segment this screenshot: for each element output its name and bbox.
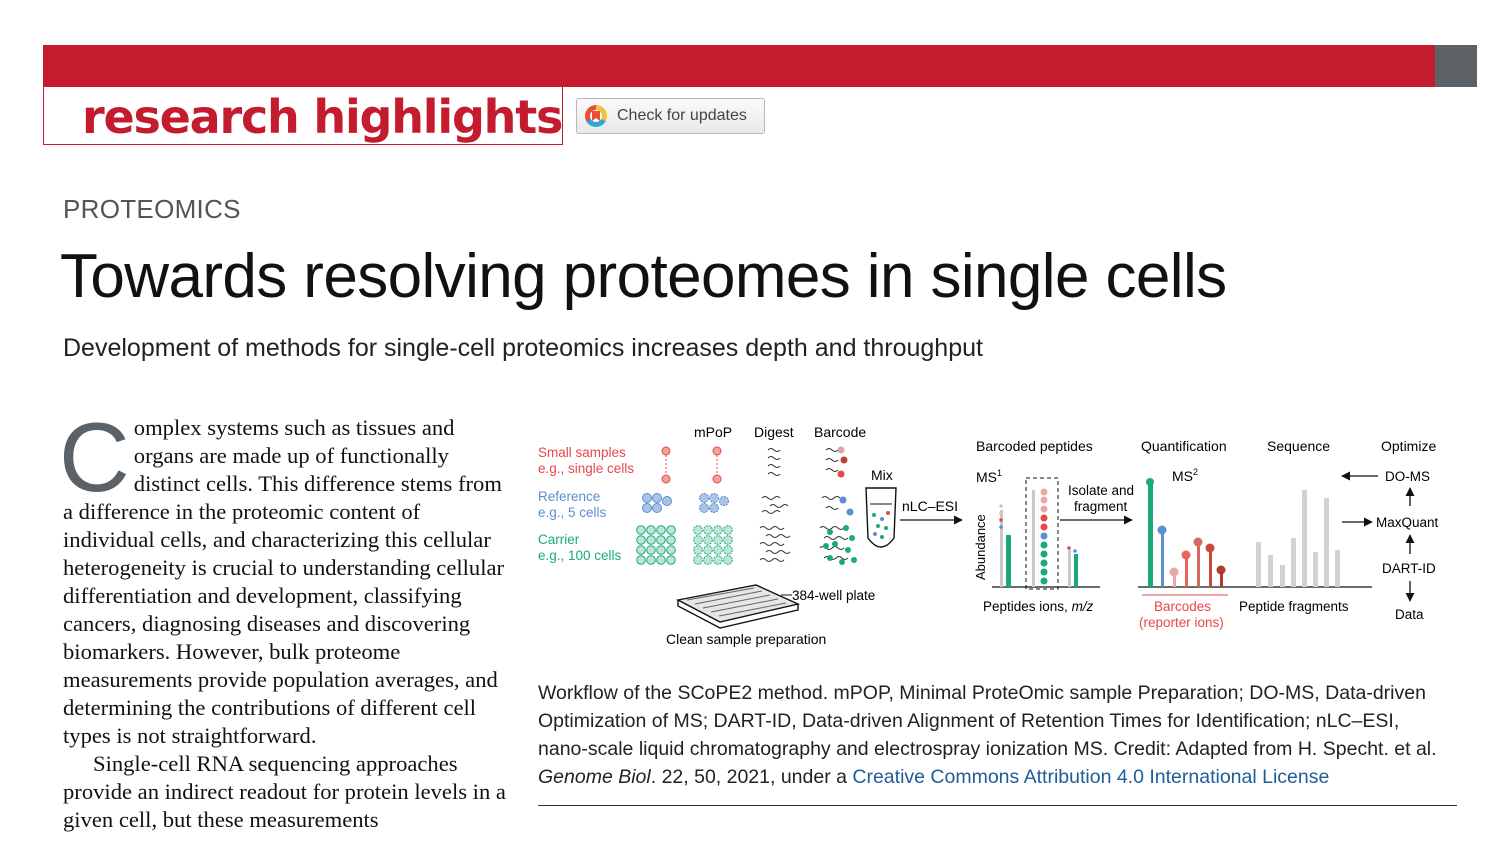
article-kicker: PROTEOMICS <box>63 194 241 224</box>
label-dart-id: DART-ID <box>1382 561 1436 576</box>
label-sequence: Sequence <box>1267 438 1331 454</box>
label-barcoded-peptides: Barcoded peptides <box>976 438 1093 454</box>
reference-barcodes <box>840 497 854 516</box>
small-sample-cells <box>662 447 721 483</box>
small-sample-peptides <box>768 449 838 476</box>
check-for-updates-label: Check for updates <box>617 107 747 124</box>
small-sample-barcodes <box>838 447 848 478</box>
carrier-barcodes <box>823 525 857 565</box>
article-body <box>59 402 513 834</box>
label-do-ms: DO-MS <box>1385 469 1430 484</box>
body-paragraph-2: Single-cell RNA sequencing approaches provide an indirect readout for protein levels in a given cell, but these measurements <box>63 751 506 832</box>
label-plate: 384-well plate <box>792 588 876 603</box>
header-grey-block <box>1435 45 1477 87</box>
label-ms2: $MS^2$ <box>1172 467 1199 484</box>
plate-icon <box>678 585 798 628</box>
workflow-figure <box>530 420 1460 655</box>
label-small-samples-eg: e.g., single cells <box>538 461 635 476</box>
label-ms1: $MS^1$ <box>976 468 1003 485</box>
label-barcode: Barcode <box>814 424 867 440</box>
label-carrier: Carrier <box>538 532 580 547</box>
label-reporter-ions: (reporter ions) <box>1139 615 1224 630</box>
body-paragraph-1 <box>59 402 513 750</box>
caption-text-2: . 22, 50, 2021, under a <box>650 766 853 788</box>
label-peptide-fragments: Peptide fragments <box>1239 599 1349 614</box>
caption-divider <box>538 805 1457 806</box>
label-optimize: Optimize <box>1381 438 1437 454</box>
article-subtitle: Development of methods for single-cell proteomics increases depth and throughput <box>63 334 983 362</box>
label-reference: Reference <box>538 489 601 504</box>
reporter-ion-peaks <box>1146 478 1226 587</box>
header-red-bar <box>43 45 1435 87</box>
label-mpop: mPoP <box>694 424 733 440</box>
label-maxquant: MaxQuant <box>1376 515 1439 530</box>
label-reference-eg: e.g., 5 cells <box>538 505 607 520</box>
label-small-samples: Small samples <box>538 445 626 460</box>
caption-journal: Genome Biol <box>538 766 651 788</box>
crossmark-icon <box>585 105 607 127</box>
peptide-fragment-peaks <box>1256 490 1340 587</box>
label-clean-sample-prep: Clean sample preparation <box>666 631 827 647</box>
carrier-cells <box>637 526 733 565</box>
caption-text-1: Workflow of the SCoPE2 method. mPOP, Minimal ProteOmic sample Preparation; DO-MS, Data-driven Optimization of MS; DART-ID, Data-driven Alignment of Retention Times for Identification; nLC–ESI, nano-scale liquid chromatography and electrospray ionization MS. Credit: Adapted from H. Specht. et al. <box>538 682 1437 760</box>
check-for-updates-button[interactable] <box>576 98 765 134</box>
label-isolate: Isolate and <box>1068 483 1135 498</box>
label-data: Data <box>1395 607 1424 622</box>
label-mix: Mix <box>871 467 893 483</box>
paragraph-1-text: omplex systems such as tissues and organs are made up of functionally distinct cells. This difference stems from a difference in the proteomic content of individual cells, and characterizing this cellular heterogeneity is crucial to understanding cellular differentiation and development, classifying cancers, diagnosing diseases and discovering biomarkers. However, bulk proteome measurements provide population averages, and determining the contributions of different cell types is not straightforward. <box>63 415 505 748</box>
label-nlc-esi: nLC–ESI <box>902 498 959 514</box>
reference-cells <box>643 494 729 513</box>
reference-peptides <box>762 497 840 514</box>
mix-tube-icon <box>866 488 896 547</box>
label-quantification: Quantification <box>1141 438 1227 454</box>
figure-caption <box>538 679 1453 791</box>
section-label: research highlights <box>82 90 563 144</box>
article-title: Towards resolving proteomes in single cells <box>60 242 1227 311</box>
license-link[interactable]: Creative Commons Attribution 4.0 International License <box>852 766 1330 788</box>
label-abundance: Abundance <box>973 514 988 580</box>
label-carrier-eg: e.g., 100 cells <box>538 548 622 563</box>
ms1-peaks <box>999 478 1078 589</box>
drop-cap: C <box>59 402 130 512</box>
label-digest: Digest <box>754 424 794 440</box>
label-barcodes: Barcodes <box>1154 599 1212 614</box>
label-peptide-ions: Peptides ions, m/z <box>983 599 1094 614</box>
label-fragment: fragment <box>1074 499 1128 514</box>
